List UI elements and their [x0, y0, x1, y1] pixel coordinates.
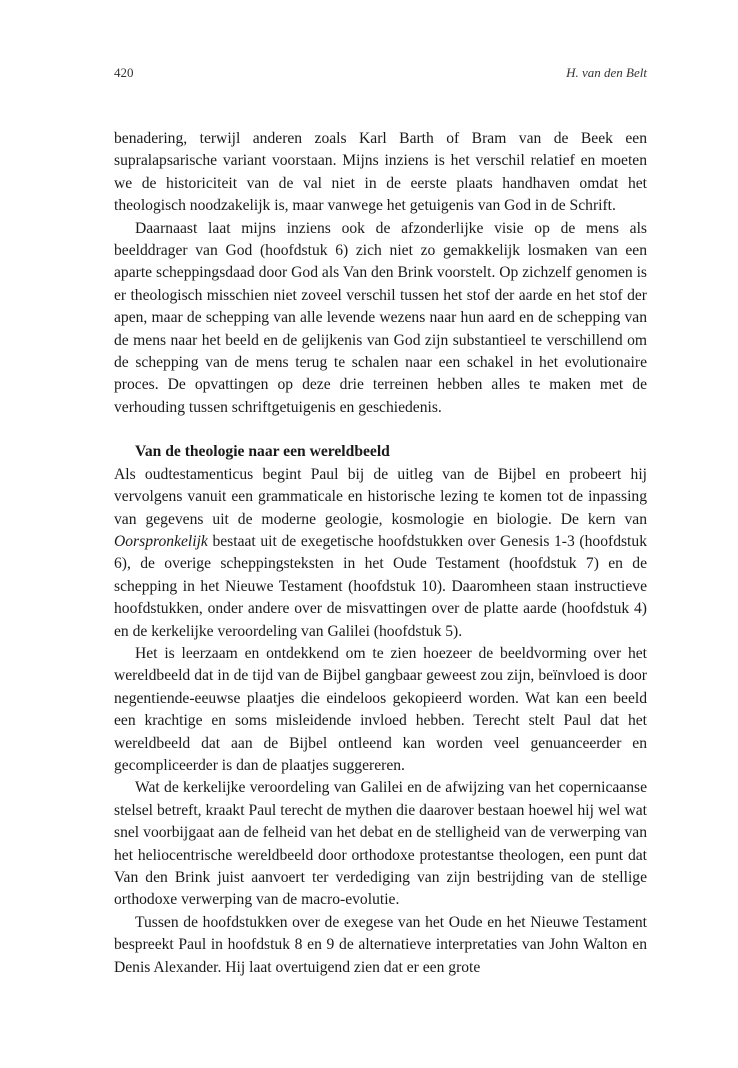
paragraph: Wat de kerkelijke veroordeling van Galilei en de afwijzing van het copernicaanse stelsel betreft, kraakt Paul terecht de mythen die daarover bestaan hoewel hij wel wat snel voorbijgaat aan de felheid van het debat en de stelligheid van de verwerping van het heliocentrische wereldbeeld door orthodoxe protestantse theologen, een punt dat Van den Brink juist aanvoert ter verdediging van zijn bestrijding van de stellige orthodoxe verwerping van de macro-evolutie. [114, 779, 647, 909]
body-text [114, 128, 647, 979]
paragraph [114, 464, 647, 643]
section-heading: Van de theologie naar een wereldbeeld [135, 443, 390, 461]
paragraph: Het is leerzaam en ontdekkend om te zien hoezeer de beeldvorming over het wereldbeeld dat in de tijd van de Bijbel gangbaar geweest zou zijn, beïnvloed is door negentiende-eeuwse plaatjes die eindeloos gekopieerd worden. Wat kan een beeld een krachtige en soms misleidende invloed hebben. Terecht stelt Paul dat het wereldbeeld dat aan de Bijbel ontleend kan worden veel genuanceerder en gecompliceerder is dan de plaatjes suggereren. [114, 644, 647, 774]
paragraph: Tussen de hoofdstukken over de exegese van het Oude en het Nieuwe Testament bespreekt Paul in hoofdstuk 8 en 9 de alternatieve interpretaties van John Walton en Denis Alexander. Hij laat overtuigend zien dat er een grote [114, 913, 647, 976]
running-author: H. van den Belt [566, 65, 647, 80]
page-number: 420 [114, 65, 134, 80]
paragraph-text: bestaat uit de exegetische hoofdstukken over Genesis 1-3 (hoofdstuk 6), de overige scheppingsteksten in het Oude Testament (hoofdstuk 7) en de schepping in het Nieuwe Testament (hoofdstuk 10). Daaromheen staan instructieve hoofdstukken, onder andere over de misvattingen over de platte aarde (hoofdstuk 4) en de kerkelijke veroordeling van Galilei (hoofdstuk 5). [114, 532, 647, 640]
paragraph: benadering, terwijl anderen zoals Karl Barth of Bram van de Beek een supralapsarische variant voorstaan. Mijns inziens is het verschil relatief en moeten we de historiciteit van de val niet in de eerste plaats handhaven omdat het theologisch noodzakelijk is, maar vanwege het getuigenis van God in de Schrift. [114, 130, 647, 215]
paragraph-text: Als oudtestamenticus begint Paul bij de uitleg van de Bijbel en probeert hij vervolgens vanuit een grammaticale en historische lezing te komen tot de inpassing van gegevens uit de moderne geologie, kosmologie en biologie. De kern van [114, 465, 647, 528]
paragraph: Daarnaast laat mijns inziens ook de afzonderlijke visie op de mens als beelddrager van God (hoofdstuk 6) zich niet zo gemakkelijk losmaken van een aparte scheppingsdaad door God als Van den Brink voorstelt. Op zichzelf genomen is er theologisch misschien niet zoveel verschil tussen het stof der aarde en het stof der apen, maar de schepping van alle levende wezens naar hun aard en de schepping van de mens naar het beeld en de gelijkenis van God zijn substantieel te verschillend om de schepping van de mens terug te schalen naar een schakel in het evolutionaire proces. De opvattingen op deze drie terreinen hebben alles te maken met de verhouding tussen schriftgetuigenis en geschiedenis. [114, 219, 647, 416]
book-title: Oorspronkelijk [114, 532, 208, 550]
